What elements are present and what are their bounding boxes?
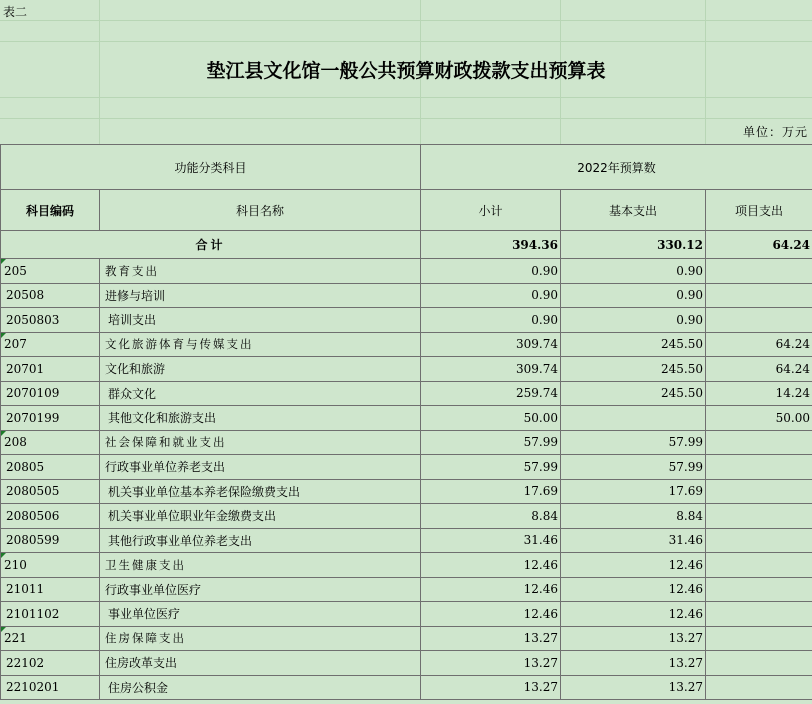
cell-basic[interactable]: 245.50 bbox=[561, 357, 706, 382]
cell-name[interactable]: 文化和旅游 bbox=[100, 357, 421, 382]
cell-project[interactable] bbox=[706, 675, 812, 700]
cell-code-text: 208 bbox=[4, 435, 27, 450]
cell-code-text: 2210201 bbox=[6, 680, 60, 695]
cell-subtotal[interactable]: 259.74 bbox=[421, 381, 561, 406]
table-row bbox=[1, 528, 812, 553]
header-functional-category[interactable]: 功能分类科目 bbox=[1, 145, 421, 190]
cell-code-text: 2050803 bbox=[6, 312, 60, 327]
cell-code[interactable] bbox=[1, 406, 100, 431]
cell-marker-icon bbox=[1, 259, 6, 264]
header-code[interactable]: 科目编码 bbox=[1, 190, 100, 231]
cell-basic[interactable]: 245.50 bbox=[561, 332, 706, 357]
cell-code[interactable] bbox=[1, 528, 100, 553]
cell-subtotal[interactable]: 17.69 bbox=[421, 479, 561, 504]
table-row bbox=[1, 651, 812, 676]
cell-name[interactable]: 文化旅游体育与传媒支出 bbox=[100, 332, 421, 357]
table-row bbox=[1, 479, 812, 504]
header-budget-year[interactable]: 2022年预算数 bbox=[421, 145, 812, 190]
cell-subtotal[interactable]: 13.27 bbox=[421, 651, 561, 676]
cell-subtotal[interactable]: 0.90 bbox=[421, 308, 561, 333]
cell-basic[interactable]: 13.27 bbox=[561, 651, 706, 676]
cell-project[interactable] bbox=[706, 528, 812, 553]
cell-subtotal[interactable]: 57.99 bbox=[421, 455, 561, 480]
cell-basic[interactable]: 0.90 bbox=[561, 283, 706, 308]
cell-code[interactable] bbox=[1, 675, 100, 700]
cell-code-text: 2080506 bbox=[6, 508, 60, 523]
cell-marker-icon bbox=[1, 553, 6, 558]
header-name[interactable]: 科目名称 bbox=[100, 190, 421, 231]
cell-code[interactable] bbox=[1, 430, 100, 455]
cell-name[interactable]: 其他行政事业单位养老支出 bbox=[100, 528, 421, 553]
cell-project[interactable]: 50.00 bbox=[706, 406, 812, 431]
cell-project[interactable] bbox=[706, 602, 812, 627]
table-row bbox=[1, 602, 812, 627]
cell-project[interactable] bbox=[706, 479, 812, 504]
cell-project[interactable] bbox=[706, 553, 812, 578]
cell-basic[interactable]: 57.99 bbox=[561, 455, 706, 480]
header-row bbox=[1, 145, 812, 190]
cell-name[interactable]: 进修与培训 bbox=[100, 283, 421, 308]
cell-code-text: 2101102 bbox=[6, 606, 60, 621]
cell-code-text: 2080505 bbox=[6, 484, 60, 499]
cell-project[interactable] bbox=[706, 259, 812, 284]
cell-basic[interactable]: 12.46 bbox=[561, 602, 706, 627]
cell-code-text: 21011 bbox=[6, 582, 45, 597]
cell-basic[interactable]: 0.90 bbox=[561, 259, 706, 284]
cell-code-text: 20508 bbox=[6, 288, 45, 303]
cell-basic[interactable]: 12.46 bbox=[561, 577, 706, 602]
total-row bbox=[1, 231, 812, 259]
cell-code[interactable] bbox=[1, 479, 100, 504]
cell-code[interactable] bbox=[1, 357, 100, 382]
table-row bbox=[1, 381, 812, 406]
cell-code-text: 2080599 bbox=[6, 533, 60, 548]
cell-project[interactable] bbox=[706, 455, 812, 480]
cell-basic[interactable]: 0.90 bbox=[561, 308, 706, 333]
table-row bbox=[1, 430, 812, 455]
cell-code[interactable] bbox=[1, 381, 100, 406]
cell-code[interactable] bbox=[1, 283, 100, 308]
budget-table bbox=[0, 144, 812, 700]
page-title: 垫江县文化馆一般公共预算财政拨款支出预算表 bbox=[206, 60, 606, 82]
cell-basic[interactable]: 12.46 bbox=[561, 553, 706, 578]
gridline bbox=[0, 118, 812, 119]
cell-code[interactable] bbox=[1, 602, 100, 627]
cell-subtotal[interactable]: 309.74 bbox=[421, 357, 561, 382]
table-label: 表二 bbox=[3, 5, 28, 19]
table-row bbox=[1, 504, 812, 529]
cell-code[interactable] bbox=[1, 651, 100, 676]
cell-code[interactable] bbox=[1, 259, 100, 284]
cell-code[interactable] bbox=[1, 332, 100, 357]
cell-subtotal[interactable]: 0.90 bbox=[421, 283, 561, 308]
cell-basic[interactable]: 8.84 bbox=[561, 504, 706, 529]
cell-subtotal[interactable]: 50.00 bbox=[421, 406, 561, 431]
total-subtotal[interactable]: 394.36 bbox=[421, 231, 561, 259]
table-row bbox=[1, 259, 812, 284]
cell-code[interactable] bbox=[1, 553, 100, 578]
cell-subtotal[interactable]: 57.99 bbox=[421, 430, 561, 455]
cell-code-text: 20701 bbox=[6, 361, 45, 376]
cell-project[interactable]: 64.24 bbox=[706, 357, 812, 382]
cell-project[interactable] bbox=[706, 430, 812, 455]
cell-project[interactable] bbox=[706, 626, 812, 651]
cell-marker-icon bbox=[1, 431, 6, 436]
cell-basic[interactable] bbox=[561, 406, 706, 431]
table-row bbox=[1, 357, 812, 382]
cell-project[interactable] bbox=[706, 577, 812, 602]
cell-name[interactable]: 住房公积金 bbox=[100, 675, 421, 700]
cell-code-text: 207 bbox=[4, 337, 27, 352]
cell-subtotal[interactable]: 0.90 bbox=[421, 259, 561, 284]
header-basic[interactable]: 基本支出 bbox=[561, 190, 706, 231]
cell-code[interactable] bbox=[1, 455, 100, 480]
cell-name[interactable]: 卫生健康支出 bbox=[100, 553, 421, 578]
gridline bbox=[0, 20, 812, 21]
cell-code-text: 205 bbox=[4, 263, 27, 278]
cell-name[interactable]: 住房改革支出 bbox=[100, 651, 421, 676]
cell-code-text: 221 bbox=[4, 631, 27, 646]
cell-basic[interactable]: 31.46 bbox=[561, 528, 706, 553]
table-row bbox=[1, 406, 812, 431]
cell-name[interactable]: 其他文化和旅游支出 bbox=[100, 406, 421, 431]
cell-name[interactable]: 事业单位医疗 bbox=[100, 602, 421, 627]
cell-basic[interactable]: 57.99 bbox=[561, 430, 706, 455]
cell-name[interactable]: 培训支出 bbox=[100, 308, 421, 333]
header-subtotal[interactable]: 小计 bbox=[421, 190, 561, 231]
cell-subtotal[interactable]: 309.74 bbox=[421, 332, 561, 357]
table-row bbox=[1, 455, 812, 480]
cell-project[interactable] bbox=[706, 651, 812, 676]
cell-subtotal[interactable]: 8.84 bbox=[421, 504, 561, 529]
cell-code-text: 2070199 bbox=[6, 410, 60, 425]
cell-name[interactable]: 行政事业单位医疗 bbox=[100, 577, 421, 602]
header-project[interactable]: 项目支出 bbox=[706, 190, 812, 231]
cell-name[interactable]: 教育支出 bbox=[100, 259, 421, 284]
table-row bbox=[1, 308, 812, 333]
total-label[interactable]: 合计 bbox=[1, 231, 421, 259]
cell-name[interactable]: 住房保障支出 bbox=[100, 626, 421, 651]
cell-basic[interactable]: 13.27 bbox=[561, 626, 706, 651]
table-row bbox=[1, 626, 812, 651]
cell-name[interactable]: 社会保障和就业支出 bbox=[100, 430, 421, 455]
cell-name[interactable]: 机关事业单位职业年金缴费支出 bbox=[100, 504, 421, 529]
cell-project[interactable] bbox=[706, 308, 812, 333]
cell-marker-icon bbox=[1, 333, 6, 338]
cell-subtotal[interactable]: 13.27 bbox=[421, 675, 561, 700]
cell-name[interactable]: 群众文化 bbox=[100, 381, 421, 406]
cell-code[interactable] bbox=[1, 504, 100, 529]
cell-name[interactable]: 行政事业单位养老支出 bbox=[100, 455, 421, 480]
table-row bbox=[1, 675, 812, 700]
cell-subtotal[interactable]: 12.46 bbox=[421, 602, 561, 627]
cell-subtotal[interactable]: 31.46 bbox=[421, 528, 561, 553]
cell-code-text: 2070109 bbox=[6, 386, 60, 401]
table-row bbox=[1, 577, 812, 602]
cell-code[interactable] bbox=[1, 577, 100, 602]
cell-marker-icon bbox=[1, 627, 6, 632]
cell-name[interactable]: 机关事业单位基本养老保险缴费支出 bbox=[100, 479, 421, 504]
cell-project[interactable]: 64.24 bbox=[706, 332, 812, 357]
cell-code-text: 20805 bbox=[6, 459, 45, 474]
gridline bbox=[0, 97, 812, 98]
unit-label: 单位：万元 bbox=[742, 125, 808, 139]
cell-code-text: 210 bbox=[4, 557, 27, 572]
cell-code[interactable] bbox=[1, 308, 100, 333]
table-row bbox=[1, 283, 812, 308]
cell-project[interactable] bbox=[706, 504, 812, 529]
cell-basic[interactable]: 245.50 bbox=[561, 381, 706, 406]
cell-project[interactable]: 14.24 bbox=[706, 381, 812, 406]
cell-subtotal[interactable]: 12.46 bbox=[421, 553, 561, 578]
total-basic[interactable]: 330.12 bbox=[561, 231, 706, 259]
table-row bbox=[1, 553, 812, 578]
cell-basic[interactable]: 13.27 bbox=[561, 675, 706, 700]
total-project[interactable]: 64.24 bbox=[706, 231, 812, 259]
gridline bbox=[0, 41, 812, 42]
cell-subtotal[interactable]: 12.46 bbox=[421, 577, 561, 602]
cell-code[interactable] bbox=[1, 626, 100, 651]
table-row bbox=[1, 332, 812, 357]
subheader-row bbox=[1, 190, 812, 231]
cell-project[interactable] bbox=[706, 283, 812, 308]
cell-code-text: 22102 bbox=[6, 655, 45, 670]
cell-basic[interactable]: 17.69 bbox=[561, 479, 706, 504]
cell-subtotal[interactable]: 13.27 bbox=[421, 626, 561, 651]
